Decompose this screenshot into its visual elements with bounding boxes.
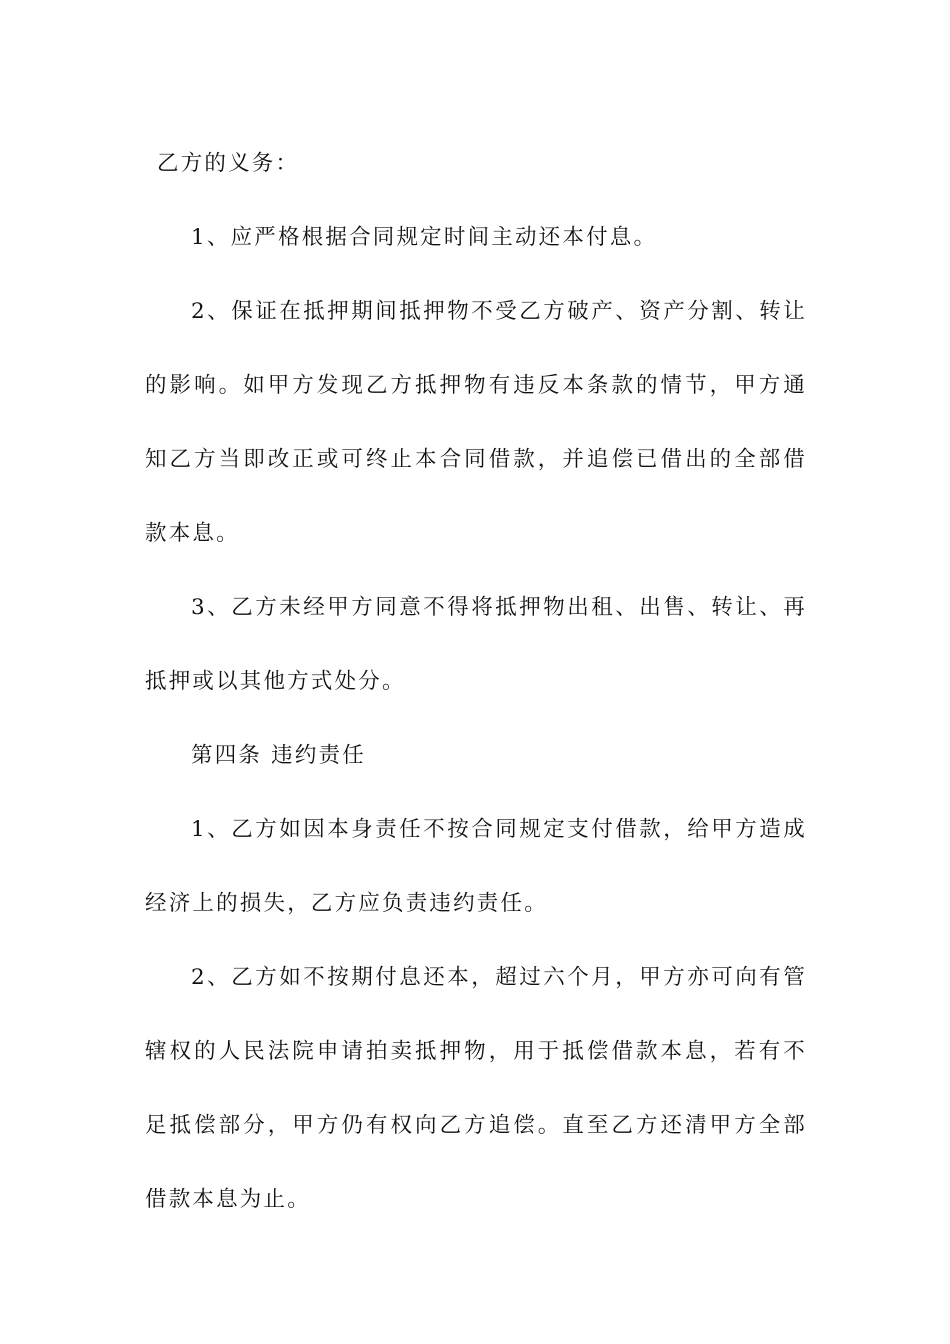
paragraph-liability-1: 1、乙方如因本身责任不按合同规定支付借款，给甲方造成经济上的损失，乙方应负责违约责任。 [145, 817, 807, 916]
document-body [145, 127, 807, 1237]
paragraph-obligation-3: 3、乙方未经甲方同意不得将抵押物出租、出售、转让、再抵押或以其他方式处分。 [145, 595, 807, 694]
paragraph-obligation-2: 2、保证在抵押期间抵押物不受乙方破产、资产分割、转让的影响。如甲方发现乙方抵押物有违反本条款的情节，甲方通知乙方当即改正或可终止本合同借款，并追偿已借出的全部借款本息。 [145, 299, 807, 546]
paragraph-obligations-heading: 乙方的义务： [157, 151, 300, 176]
paragraph-liability-2: 2、乙方如不按期付息还本，超过六个月，甲方亦可向有管辖权的人民法院申请拍卖抵押物，用于抵偿借款本息，若有不足抵偿部分，甲方仍有权向乙方追偿。直至乙方还清甲方全部借款本息为止。 [145, 965, 807, 1212]
section-heading-liability: 第四条 违约责任 [191, 743, 366, 768]
paragraph-obligation-1: 1、应严格根据合同规定时间主动还本付息。 [191, 225, 658, 250]
